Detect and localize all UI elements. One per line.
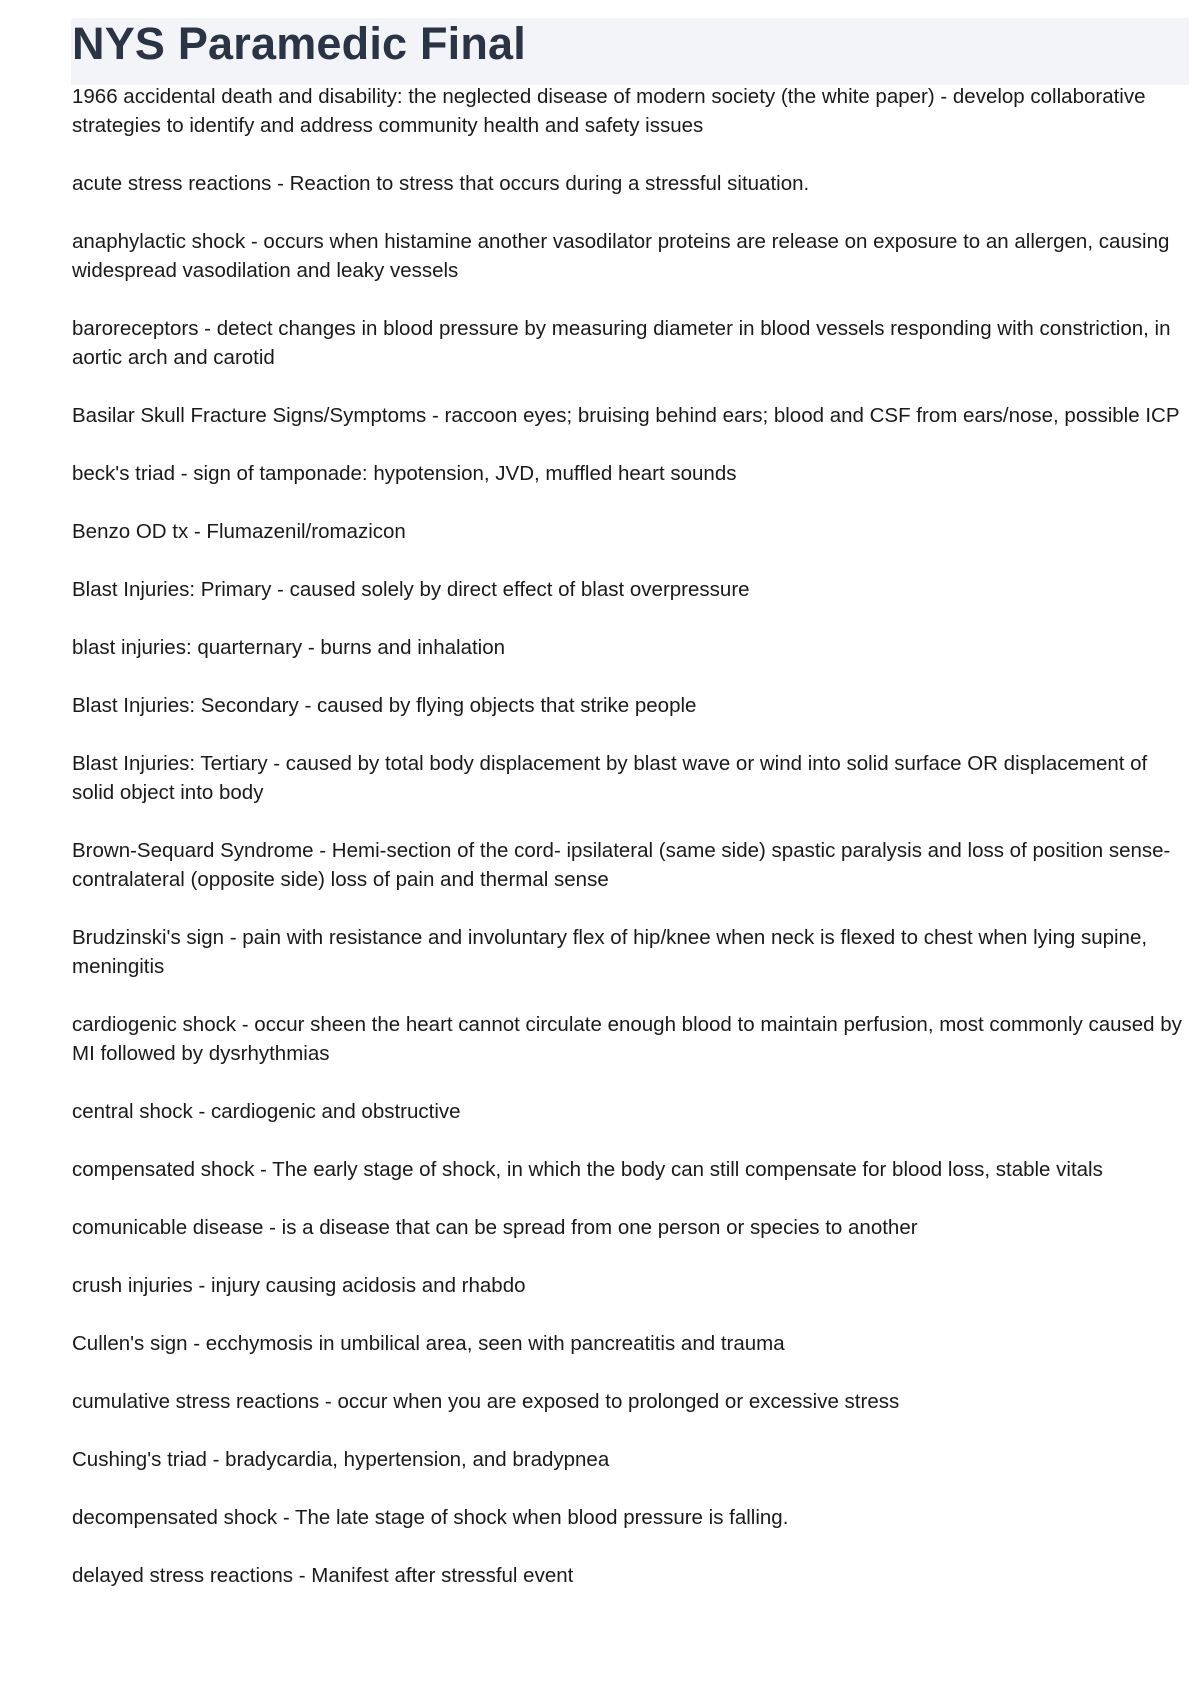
flashcard-entry: crush injuries - injury causing acidosis and rhabdo bbox=[72, 1274, 526, 1297]
flashcard-entry: delayed stress reactions - Manifest after stressful event bbox=[72, 1564, 574, 1587]
flashcard-list bbox=[72, 82, 1184, 1619]
flashcard-entry: compensated shock - The early stage of shock, in which the body can still compensate for blood loss, stable vitals bbox=[72, 1158, 1103, 1181]
flashcard-entry: comunicable disease - is a disease that can be spread from one person or species to another bbox=[72, 1216, 918, 1239]
flashcard-entry: blast injuries: quarternary - burns and inhalation bbox=[72, 636, 506, 659]
flashcard-entry: Benzo OD tx - Flumazenil/romazicon bbox=[72, 520, 406, 543]
flashcard-entry: 1966 accidental death and disability: the neglected disease of modern society (the white paper) - develop collaborative strategies to identify and address community health and safety issues bbox=[72, 85, 1146, 137]
flashcard-entry: anaphylactic shock - occurs when histamine another vasodilator proteins are release on exposure to an allergen, causing widespread vasodilation and leaky vessels bbox=[72, 230, 1170, 282]
document-title: NYS Paramedic Final bbox=[72, 18, 526, 69]
flashcard-entry: Blast Injuries: Primary - caused solely by direct effect of blast overpressure bbox=[72, 578, 750, 601]
flashcard-entry: central shock - cardiogenic and obstructive bbox=[72, 1100, 461, 1123]
flashcard-entry: Basilar Skull Fracture Signs/Symptoms - raccoon eyes; bruising behind ears; blood and CSF from ears/nose, possible ICP bbox=[72, 404, 1180, 427]
flashcard-entry: beck's triad - sign of tamponade: hypotension, JVD, muffled heart sounds bbox=[72, 462, 737, 485]
flashcard-entry: Brudzinski's sign - pain with resistance and involuntary flex of hip/knee when neck is flexed to chest when lying supine, meningitis bbox=[72, 926, 1148, 978]
flashcard-entry: Brown-Sequard Syndrome - Hemi-section of the cord- ipsilateral (same side) spastic paralysis and loss of position sense- contralateral (opposite side) loss of pain and thermal sense bbox=[72, 839, 1171, 891]
flashcard-entry: Cushing's triad - bradycardia, hypertension, and bradypnea bbox=[72, 1448, 610, 1471]
flashcard-entry: Blast Injuries: Tertiary - caused by total body displacement by blast wave or wind into solid surface OR displacement of solid object into body bbox=[72, 752, 1148, 804]
flashcard-entry: cardiogenic shock - occur sheen the heart cannot circulate enough blood to maintain perfusion, most commonly caused by MI followed by dysrhythmias bbox=[72, 1013, 1182, 1065]
flashcard-entry: decompensated shock - The late stage of shock when blood pressure is falling. bbox=[72, 1506, 789, 1529]
flashcard-entry: cumulative stress reactions - occur when you are exposed to prolonged or excessive stress bbox=[72, 1390, 900, 1413]
flashcard-entry: Blast Injuries: Secondary - caused by flying objects that strike people bbox=[72, 694, 697, 717]
flashcard-entry: acute stress reactions - Reaction to stress that occurs during a stressful situation. bbox=[72, 172, 810, 195]
flashcard-entry: Cullen's sign - ecchymosis in umbilical area, seen with pancreatitis and trauma bbox=[72, 1332, 785, 1355]
flashcard-entry: baroreceptors - detect changes in blood pressure by measuring diameter in blood vessels responding with constriction, in aortic arch and carotid bbox=[72, 317, 1171, 369]
